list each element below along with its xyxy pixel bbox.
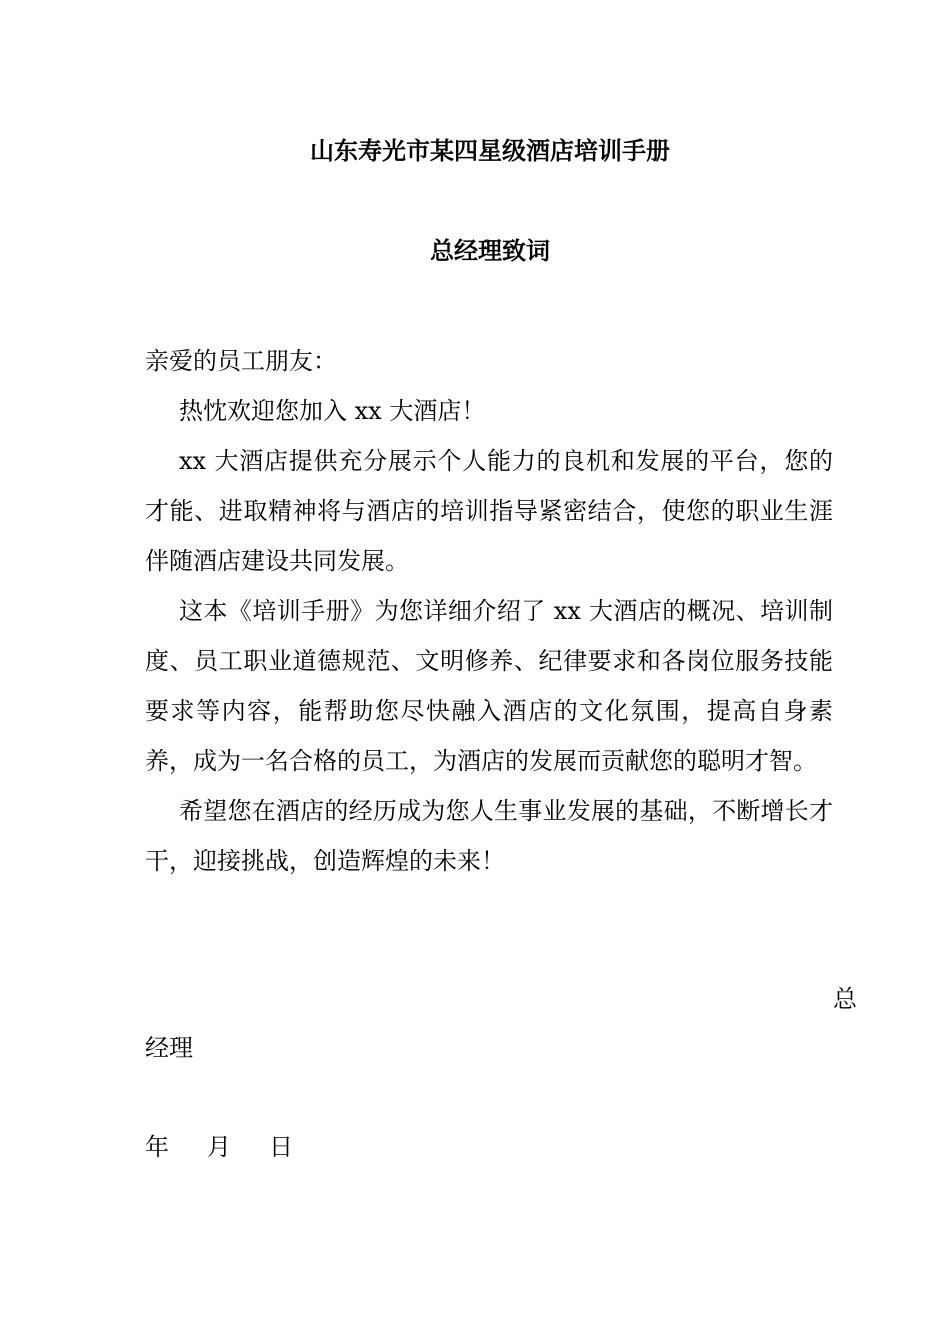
document-title: 山东寿光市某四星级酒店培训手册 xyxy=(310,136,670,165)
paragraph-manual-intro: 这本《培训手册》为您详细介绍了 xx 大酒店的概况、培训制度、员工职业道德规范、文明修养、纪律要求和各岗位服务技能要求等内容，能帮助您尽快融入酒店的文化氛围，提高自身素养，成为一名合格的员工，为酒店的发展而贡献您的聪明才智。 xyxy=(145,597,833,775)
paragraph-platform: xx 大酒店提供充分展示个人能力的良机和发展的平台，您的才能、进取精神将与酒店的培训指导紧密结合，使您的职业生涯伴随酒店建设共同发展。 xyxy=(145,447,833,575)
date-day: 日 xyxy=(269,1133,293,1161)
date-month: 月 xyxy=(207,1133,231,1161)
date-year: 年 xyxy=(145,1133,169,1161)
signature-line-1: 总 xyxy=(833,985,857,1013)
signature-line-2: 经理 xyxy=(145,1034,193,1062)
date-line xyxy=(145,1130,293,1164)
salutation: 亲爱的员工朋友： xyxy=(145,347,337,375)
paragraph-closing: 希望您在酒店的经历成为您人生事业发展的基础，不断增长才干，迎接挑战，创造辉煌的未来！ xyxy=(145,797,833,875)
paragraph-welcome: 热忱欢迎您加入 xx 大酒店！ xyxy=(179,397,486,425)
section-title: 总经理致词 xyxy=(430,236,550,265)
letter-body xyxy=(145,336,833,886)
